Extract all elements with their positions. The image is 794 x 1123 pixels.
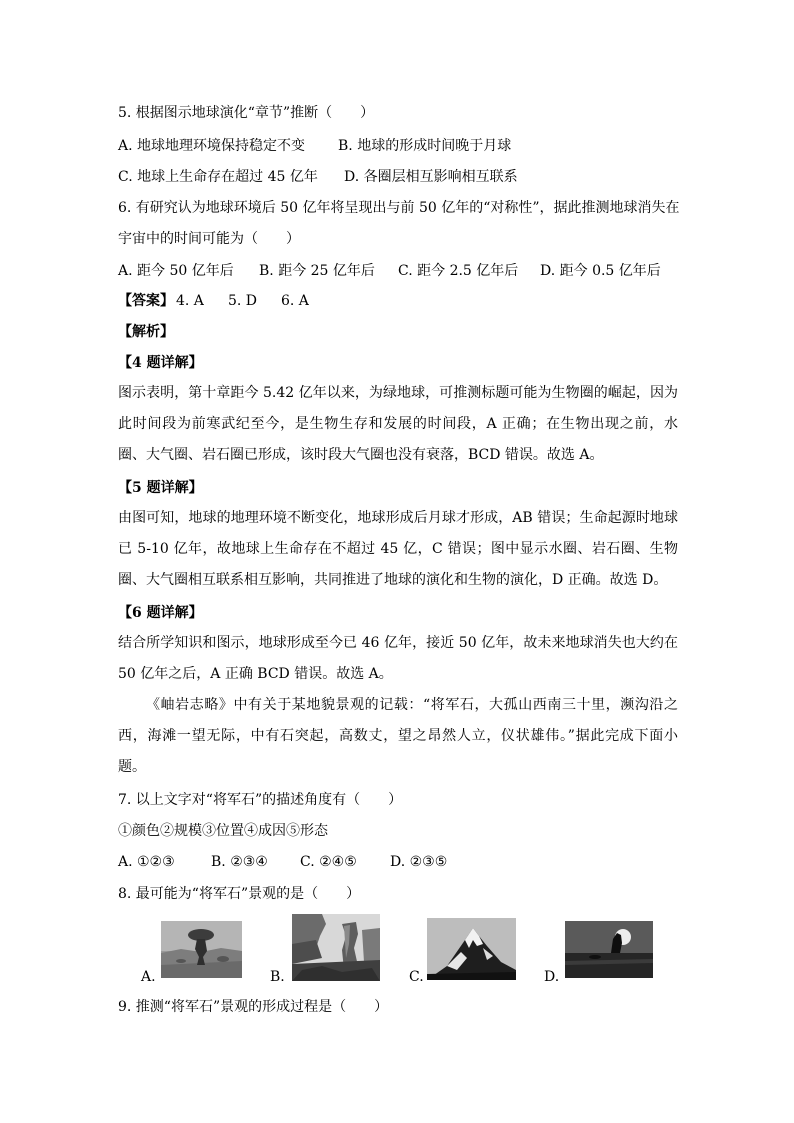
q8-stem: 8. 最可能为“将军石”景观的是（ ） (118, 886, 361, 902)
answer-6: 6. A (281, 293, 309, 309)
q7-option-d: D. ②③⑤ (390, 854, 448, 870)
q6-detail-heading: 【6 题详解】 (118, 605, 203, 621)
q8-option-c-label: C. (409, 969, 424, 985)
q6-detail-text: 结合所学知识和图示，地球形成至今已 46 亿年，接近 50 亿年，故未来地球消失也大约在 50 亿年之后，A 正确 BCD 错误。故选 A。 (118, 635, 678, 682)
q8-option-b-image (292, 914, 380, 981)
q4-detail-text: 图示表明，第十章距今 5.42 亿年以来，为绿地球，可推测标题可能为生物圈的崛起，因为此时间段为前寒武纪至今，是生物生存和发展的时间段，A 正确；在生物出现之前，水圈、大气圈、岩石圈已形成，该时段大气圈也没有衰落，BCD 错误。故选 A。 (118, 385, 678, 463)
answer-4: 4. A (176, 293, 204, 309)
q7-option-a: A. ①②③ (118, 854, 175, 870)
q6-option-a: A. 距今 50 亿年后 (118, 263, 234, 279)
analysis-label: 【解析】 (118, 324, 174, 340)
q5-option-a: A. 地球地理环境保持稳定不变 (118, 138, 306, 154)
q7-option-c: C. ②④⑤ (300, 854, 357, 870)
q5-option-c: C. 地球上生命存在超过 45 亿年 (118, 169, 318, 185)
answer-5: 5. D (228, 293, 258, 309)
q5-option-b: B. 地球的形成时间晚于月球 (338, 138, 512, 154)
q8-option-a-label: A. (141, 969, 156, 985)
q4-detail-heading: 【4 题详解】 (118, 355, 203, 371)
q5-option-d: D. 各圈层相互影响相互联系 (344, 169, 518, 185)
q8-option-d-label: D. (544, 969, 560, 985)
q9-stem: 9. 推测“将军石”景观的形成过程是（ ） (118, 999, 389, 1015)
q7-stem: 7. 以上文字对“将军石”的描述角度有（ ） (118, 792, 403, 808)
answer-label: 【答案】 (118, 293, 174, 309)
q6-option-c: C. 距今 2.5 亿年后 (398, 263, 519, 279)
q6-option-d: D. 距今 0.5 亿年后 (540, 263, 661, 279)
q5-detail-text: 由图可知，地球的地理环境不断变化，地球形成后月球才形成，AB 错误；生命起源时地球已 5-10 亿年，故地球上生命存在不超过 45 亿，C 错误；图中显示水圈、岩石圈、生物圈、大气圈相互联系相互影响，共同推进了地球的演化和生物的演化，D 正确。故选 D。 (118, 510, 678, 588)
q8-option-a-image (161, 921, 242, 978)
q8-option-c-image (427, 918, 516, 980)
sea-stack-photo (565, 921, 653, 978)
passage-text: 《岫岩志略》中有关于某地貌景观的记载：“将军石，大孤山西南三十里，濒沟沿之西，海滩一望无际，中有石突起，高数丈，望之昂然人立，仪状雄伟。”据此完成下面小题。 (118, 697, 678, 775)
q8-option-d-image (565, 921, 653, 978)
q5-detail-heading: 【5 题详解】 (118, 480, 203, 496)
q7-items: ①颜色②规模③位置④成因⑤形态 (118, 823, 328, 839)
mountain-peak-photo (427, 918, 516, 980)
q8-option-b-label: B. (270, 969, 285, 985)
q6-stem-line1: 6. 有研究认为地球环境后 50 亿年将呈现出与前 50 亿年的“对称性”，据此推测地球消失在 (118, 200, 680, 216)
q5-stem: 5. 根据图示地球演化“章节”推断（ ） (118, 105, 375, 121)
mushroom-rock-photo (161, 921, 242, 978)
q6-option-b: B. 距今 25 亿年后 (259, 263, 375, 279)
q7-option-b: B. ②③④ (211, 854, 268, 870)
q6-stem-line2: 宇宙中的时间可能为（ ） (118, 231, 300, 247)
rock-pillar-photo (292, 914, 380, 981)
